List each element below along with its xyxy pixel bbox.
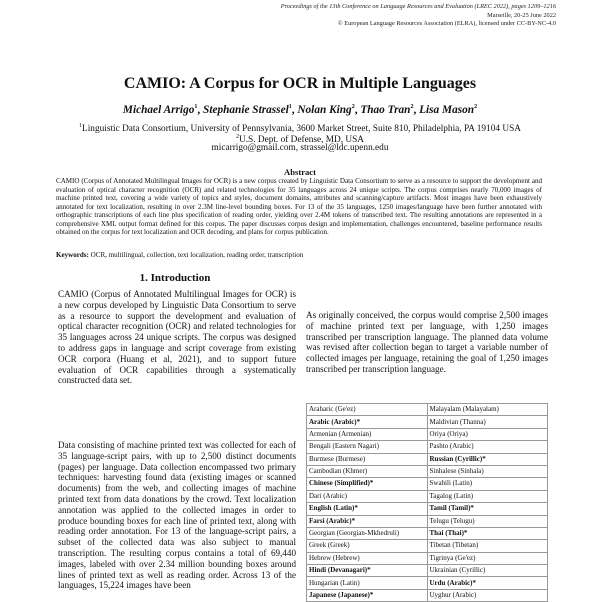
table-cell: Tagalog (Latin)	[427, 490, 548, 502]
table-cell: Tibetan (Tibetan)	[427, 540, 548, 552]
table-cell: Maldivian (Thanna)	[427, 416, 548, 428]
table-row	[307, 404, 548, 416]
table-cell: Urdu (Arabic)*	[427, 577, 548, 589]
table-row	[307, 503, 548, 515]
author-name: Stephanie Strassel$^1$	[203, 104, 292, 116]
table-cell: Thai (Thai)*	[427, 527, 548, 539]
introduction-heading: 1. Introduction	[139, 272, 211, 284]
table-cell: Russian (Cyrillic)*	[427, 453, 548, 465]
proceedings-line: Proceedings of the 13th Conference on Language Resources and Evaluation (LREC 2022), pages 1209–1216	[280, 3, 556, 10]
table-row	[307, 478, 548, 490]
table-cell: Chinese (Simplified)*	[307, 478, 428, 490]
table-cell: Hindi (Devanagari)*	[307, 565, 428, 577]
table-cell: English (Latin)*	[307, 503, 428, 515]
author-name: Lisa Mason$^2$	[419, 104, 478, 116]
table-cell: Swahili (Latin)	[427, 478, 548, 490]
table-row	[307, 428, 548, 440]
table-cell: Burmese (Burmese)	[307, 453, 428, 465]
proceedings-header	[281, 3, 556, 29]
intro-paragraph-1: CAMIO (Corpus of Annotated Multilingual Images for OCR) is a new corpus developed by Linguistic Data Consortium to serve as a resource to support the development and evaluation of optical character recognition (OCR) and related technologies for 35 languages across 24 unique scripts. The corpus was designed to address gaps in language and script coverage from existing OCR corpora (Huang et al, 2021), and to support future evaluation of OCR capabilities through a systematically constructed data set.	[58, 289, 296, 386]
intro-paragraph-3: As originally conceived, the corpus would comprise 2,500 images of machine printed text per language, with 1,250 images transcribed per transcription language. The planned data volume was revised after collection began to target a variable number of collected images per language, retaining the goal of 1,250 images transcribed per transcription language.	[306, 310, 548, 374]
table-cell: Hungarian (Latin)	[307, 577, 428, 589]
table-row	[307, 515, 548, 527]
table-row	[307, 465, 548, 477]
keywords-label: Keywords:	[56, 251, 89, 259]
table-cell: Malayalam (Malayalam)	[427, 404, 548, 416]
table-cell: Tigrinya (Ge'ez)	[427, 552, 548, 564]
table-cell: Pashto (Arabic)	[427, 441, 548, 453]
author-name: Thao Tran$^2$	[360, 104, 414, 116]
abstract-text: CAMIO (Corpus of Annotated Multilingual Images for OCR) is a new corpus created by Linguistic Data Consortium to serve as a resource to support the development and evaluation of optical character recognition (OCR) and related technologies for 35 languages across 24 unique scripts. The corpus comprises nearly 70,000 images of machine printed text, covering a wide variety of topics and styles, document domains, attributes and scanning/capture artifacts. Most images have been exhaustively annotated for text localization, resulting in over 2.3M line-level bounding boxes. For 13 of the 35 languages, 1250 images/language have been further annotated with orthographic transcriptions of each line plus specification of reading order, yielding over 2.4M tokens of transcribed text. The resulting annotations are represented in a comprehensive XML output format defined for this corpus. The paper discusses corpus design and implementation, challenges encountered, baseline performance results obtained on the corpus for text localization and OCR decoding, and plans for corpus publication.	[56, 177, 542, 237]
author-list: Michael Arrigo$^1$, Stephanie Strassel$^1$, Nolan King$^2$, Thao Tran$^2$, Lisa Mason$^2$	[122, 104, 478, 116]
table-cell: Dari (Arabic)	[307, 490, 428, 502]
table-cell: Farsi (Arabic)*	[307, 515, 428, 527]
table-cell: Greek (Greek)	[307, 540, 428, 552]
affiliation-2: $^2$U.S. Dept. of Defense, MD, USA	[236, 134, 364, 146]
table-row	[307, 540, 548, 552]
table-cell: Georgian (Georgian-Mkhedruli)	[307, 527, 428, 539]
affiliation-1: $^1$Linguistic Data Consortium, University of Pennsylvania, 3600 Market Street, Suite 810, Philadelphia, PA 19104 USA	[79, 123, 521, 135]
table-cell: Bengali (Eastern Nagari)	[307, 441, 428, 453]
intro-paragraph-2: Data consisting of machine printed text was collected for each of 35 language-script pairs, with up to 2,500 distinct documents (pages) per language. Data collection encompassed two primary techniques: harvesting found data (existing images or scanned documents) from the web, and collecting images of machine printed text from data donations by the crowd. Text localization annotation was applied to the collected images in order to produce bounding boxes for each line of printed text, along with reading order annotation. For 13 of the language-script pairs, a subset of the collected data was also subject to manual transcription. The resulting corpus contains a total of 69,440 images, labeled with over 2.34 million bounding boxes around lines of printed text as well as reading order. Across 13 of the languages, 15,224 images have been	[58, 440, 296, 591]
table-row	[307, 527, 548, 539]
table-row	[307, 565, 548, 577]
license-line: © European Language Resources Association (ELRA), licensed under CC-BY-NC-4.0	[337, 20, 556, 28]
author-name: Nolan King$^2$	[297, 104, 355, 116]
table-row	[307, 441, 548, 453]
table-row	[307, 416, 548, 428]
author-emails: micarrigo@gmail.com, strassel@ldc.upenn.edu	[211, 143, 389, 153]
table-row	[307, 453, 548, 465]
table-cell: Araharic (Ge'ez)	[307, 404, 428, 416]
table-cell: Sinhalese (Sinhala)	[427, 465, 548, 477]
table-cell: Uyghur (Arabic)	[427, 589, 548, 601]
language-table	[306, 403, 548, 602]
paper-title: CAMIO: A Corpus for OCR in Multiple Languages	[123, 75, 477, 92]
table-row	[307, 552, 548, 564]
table-cell: Armenian (Armenian)	[307, 428, 428, 440]
table-cell: Arabic (Arabic)*	[307, 416, 428, 428]
table-cell: Telugu (Telugu)	[427, 515, 548, 527]
author-name: Michael Arrigo$^1$	[122, 104, 198, 116]
abstract-heading: Abstract	[284, 167, 316, 177]
keywords	[56, 251, 542, 260]
table-cell: Hebrew (Hebrew)	[307, 552, 428, 564]
table-row	[307, 490, 548, 502]
keywords-text: OCR, multilingual, collection, text localization, reading order, transcription	[90, 251, 304, 259]
table-cell: Ukrainian (Cyrillic)	[427, 565, 548, 577]
table-cell: Cambodian (Khmer)	[307, 465, 428, 477]
table-cell: Oriya (Oriya)	[427, 428, 548, 440]
venue-line: Marseille, 20-25 June 2022	[487, 11, 556, 19]
table-cell: Tamil (Tamil)*	[427, 503, 548, 515]
table-row	[307, 577, 548, 589]
table-cell: Japanese (Japanese)*	[307, 589, 428, 601]
